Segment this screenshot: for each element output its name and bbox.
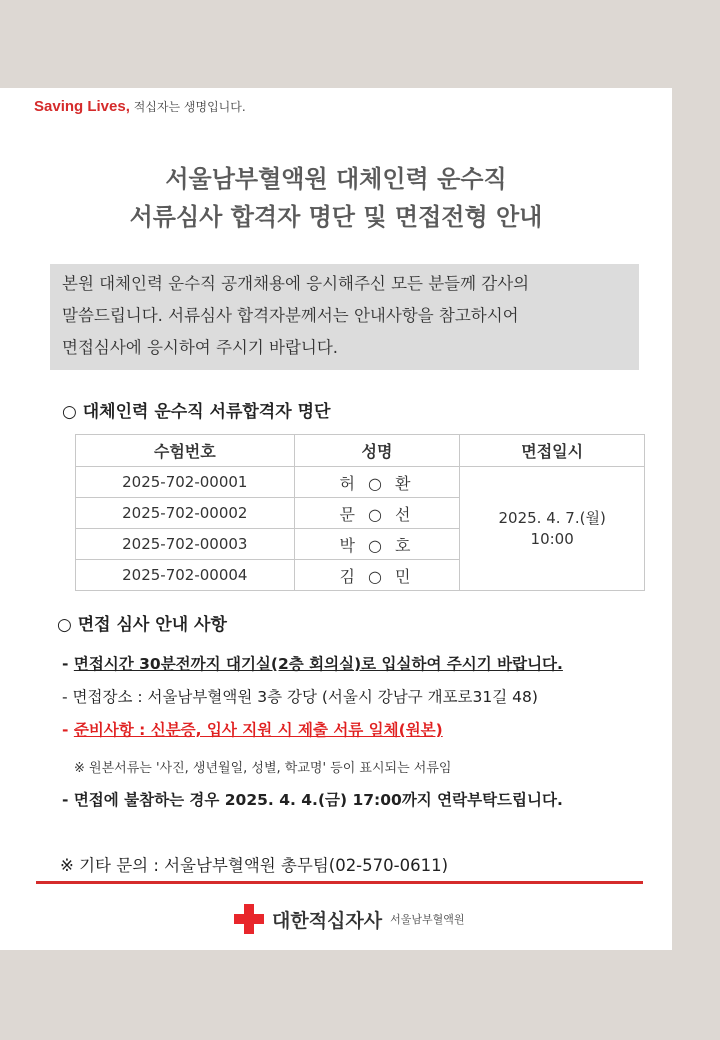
intro-box bbox=[50, 264, 639, 370]
title-line-2: 서류심사 합격자 명단 및 면접전형 안내 bbox=[129, 203, 543, 231]
header-name: 성명 bbox=[294, 435, 460, 467]
page-title bbox=[0, 160, 672, 236]
contact-info: ※ 기타 문의 : 서울남부혈액원 총무팀(02-570-0611) bbox=[60, 856, 449, 875]
intro-line-1: 본원 대체인력 운수직 공개채용에 응시해주신 모든 분들께 감사의 bbox=[62, 274, 530, 293]
guide-item-requirements bbox=[62, 718, 443, 740]
header-exam-number: 수험번호 bbox=[76, 435, 295, 467]
notice-page bbox=[0, 88, 672, 950]
brand-tagline-en: Saving Lives, bbox=[34, 98, 130, 115]
original-documents-note: ※ 원본서류는 '사진, 생년월일, 성별, 학교명' 등이 표시되는 서류임 bbox=[74, 761, 452, 776]
guide-item-absence-notice: - 면접에 불참하는 경우 2025. 4. 4.(금) 17:00까지 연락부탁드립니다. bbox=[62, 791, 563, 809]
footer-divider bbox=[36, 881, 643, 884]
guide-item-requirements-text: 준비사항 : 신분증, 입사 지원 시 제출 서류 일체(원본) bbox=[73, 721, 443, 739]
section-heading-interview-guide: ○ 면접 심사 안내 사항 bbox=[57, 615, 227, 635]
name-cell: 허 ○ 환 bbox=[294, 467, 460, 498]
footer-branch-name: 서울남부혈액원 bbox=[390, 913, 465, 926]
footer-org-name: 대한적십자사 bbox=[272, 909, 383, 932]
header-interview-datetime: 면접일시 bbox=[460, 435, 645, 467]
footer-logo bbox=[234, 903, 465, 935]
roster-table bbox=[75, 434, 645, 591]
guide-item-arrival-text: 면접시간 30분전까지 대기실(2층 회의실)로 입실하여 주시기 바랍니다. bbox=[73, 655, 563, 673]
brand-tagline bbox=[34, 98, 246, 115]
guide-item-arrival-dash: - bbox=[62, 655, 74, 673]
interview-datetime-cell bbox=[460, 467, 645, 591]
intro-line-2: 말씀드립니다. 서류심사 합격자분께서는 안내사항을 참고하시어 bbox=[62, 306, 519, 325]
brand-tagline-ko: 적십자는 생명입니다. bbox=[133, 100, 246, 114]
guide-item-arrival bbox=[62, 652, 563, 674]
guide-item-location: - 면접장소 : 서울남부혈액원 3층 강당 (서울시 강남구 개포로31길 48) bbox=[62, 688, 538, 706]
name-cell: 문 ○ 선 bbox=[294, 498, 460, 529]
guide-item-requirements-dash: - bbox=[62, 721, 74, 739]
name-cell: 박 ○ 호 bbox=[294, 529, 460, 560]
title-line-1: 서울남부혈액원 대체인력 운수직 bbox=[165, 165, 507, 193]
exam-number-cell: 2025-702-00002 bbox=[76, 498, 295, 529]
exam-number-cell: 2025-702-00003 bbox=[76, 529, 295, 560]
intro-line-3: 면접심사에 응시하여 주시기 바랍니다. bbox=[62, 338, 339, 357]
exam-number-cell: 2025-702-00001 bbox=[76, 467, 295, 498]
section-heading-roster: ○ 대체인력 운수직 서류합격자 명단 bbox=[62, 402, 331, 422]
name-cell: 김 ○ 민 bbox=[294, 560, 460, 591]
interview-time: 10:00 bbox=[530, 529, 574, 548]
table-row bbox=[76, 467, 645, 498]
exam-number-cell: 2025-702-00004 bbox=[76, 560, 295, 591]
interview-date: 2025. 4. 7.(월) bbox=[498, 508, 606, 527]
table-header-row bbox=[76, 435, 645, 467]
red-cross-icon bbox=[234, 904, 264, 934]
